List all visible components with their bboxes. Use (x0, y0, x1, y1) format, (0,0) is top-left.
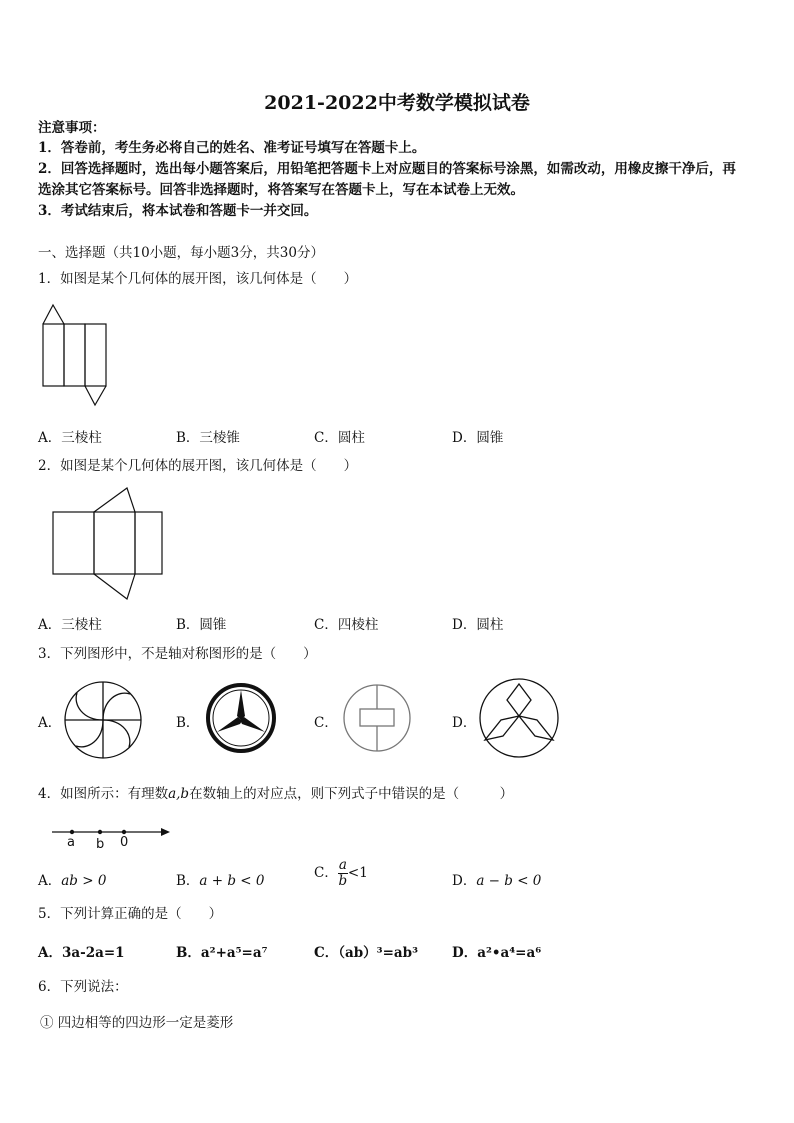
q5-option-b: B．a²+a⁵=a⁷ (176, 945, 268, 961)
q6-stem: 6．下列说法： (38, 979, 128, 995)
q4-stem-prefix: 4．如图所示：有理数 (38, 786, 169, 802)
q3-label-d: D． (452, 715, 477, 731)
q5-option-a: A．3a-2a=1 (38, 945, 125, 961)
q4-option-b-label: B． (176, 873, 200, 889)
notice-item-1: 1．答卷前，考生务必将自己的姓名、准考证号填写在答题卡上。 (38, 140, 426, 156)
q4-option-c (314, 858, 368, 889)
q4-option-c-fraction (338, 858, 348, 889)
q3-label-a: A． (38, 715, 62, 731)
q4-option-c-rest: <1 (347, 865, 368, 881)
q2-option-b: B．圆锥 (176, 617, 227, 633)
q4-option-a-expr: ab > 0 (61, 873, 107, 889)
q5-option-d: D．a²•a⁴=a⁶ (452, 945, 542, 961)
q1-option-a: A．三棱柱 (38, 430, 102, 446)
q2-option-d: D．圆柱 (452, 617, 504, 633)
q4-option-c-label: C． (314, 865, 338, 881)
q4-axis-label-0: 0 (120, 835, 129, 850)
q5-stem: 5．下列计算正确的是（ ） (38, 906, 223, 922)
page-title: 2021-2022中考数学模拟试卷 (264, 92, 530, 114)
q5-option-c: C．（ab）³=ab³ (314, 945, 419, 961)
q3-stem: 3．下列图形中，不是轴对称图形的是（ ） (38, 646, 317, 662)
q4-stem-suffix: 在数轴上的对应点，则下列式子中错误的是（ ） (189, 786, 514, 802)
q1-option-b: B．三棱锥 (176, 430, 240, 446)
notice-item-3: 3．考试结束后，将本试卷和答题卡一并交回。 (38, 203, 318, 219)
q1-stem: 1．如图是某个几何体的展开图，该几何体是（ ） (38, 271, 358, 287)
q3-label-c: C． (314, 715, 338, 731)
q4-option-a (38, 869, 106, 889)
q2-option-c: C．四棱柱 (314, 617, 379, 633)
notice-item-2-cont: 选涂其它答案标号。回答非选择题时，将答案写在答题卡上，写在本试卷上无效。 (38, 182, 524, 198)
notice-item-2: 2．回答选择题时，选出每小题答案后，用铅笔把答题卡上对应题目的答案标号涂黑，如需改动，用橡皮擦干净后，再 (38, 161, 736, 177)
q1-option-d: D．圆锥 (452, 430, 504, 446)
q4-axis-label-b: b (96, 837, 105, 852)
q2-stem: 2．如图是某个几何体的展开图，该几何体是（ ） (38, 458, 358, 474)
q4-option-d-expr: a − b < 0 (476, 873, 542, 889)
section-heading: 一、选择题（共10小题，每小题3分，共30分） (38, 245, 324, 261)
q4-fraction-denominator: b (338, 873, 348, 889)
notice-heading: 注意事项： (38, 120, 106, 136)
q4-fraction-numerator: a (338, 857, 347, 873)
q6-item-1: ① 四边相等的四边形一定是菱形 (40, 1015, 234, 1031)
q1-option-c: C．圆柱 (314, 430, 365, 446)
q4-option-a-label: A． (38, 873, 62, 889)
q3-label-b: B． (176, 715, 200, 731)
q4-stem-vars: a,b (168, 786, 190, 802)
q4-option-b-expr: a + b < 0 (199, 873, 265, 889)
q4-option-d-label: D． (452, 873, 477, 889)
q4-axis-label-a: a (67, 835, 75, 850)
q4-option-b (176, 869, 265, 889)
q2-option-a: A．三棱柱 (38, 617, 102, 633)
q4-option-d (452, 869, 541, 889)
